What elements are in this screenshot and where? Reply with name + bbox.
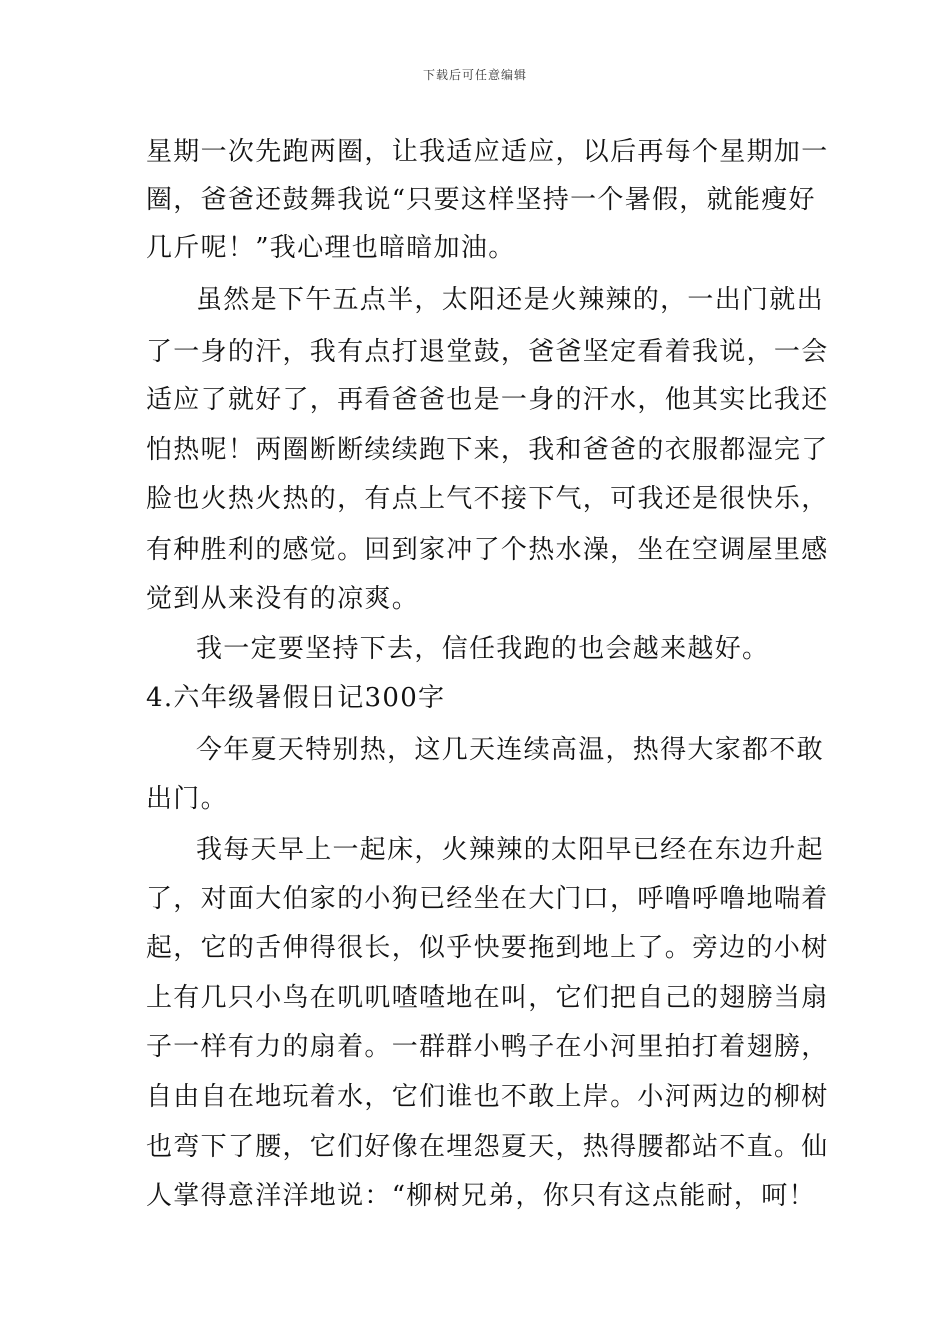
text-line: 出门。 [146, 784, 228, 814]
text-line: 脸也火热火热的，有点上气不接下气，可我还是很快乐， [146, 484, 829, 514]
text-line: 子一样有力的扇着。一群群小鸭子在小河里拍打着翅膀， [146, 1032, 829, 1062]
text-line: 人掌得意洋洋地说：“柳树兄弟，你只有这点能耐，呵！ [146, 1181, 816, 1211]
text-line: 自由自在地玩着水，它们谁也不敢上岸。小河两边的柳树 [146, 1082, 829, 1112]
text-line: 也弯下了腰，它们好像在埋怨夏天，热得腰都站不直。仙 [146, 1132, 829, 1162]
text-line: 星期一次先跑两圈，让我适应适应，以后再每个星期加一 [146, 137, 829, 167]
paragraph-first-line: 我一定要坚持下去，信任我跑的也会越来越好。 [196, 634, 770, 664]
text-line: 起，它的舌伸得很长，似乎快要拖到地上了。旁边的小树 [146, 933, 829, 963]
text-line: 了，对面大伯家的小狗已经坐在大门口，呼噜呼噜地喘着 [146, 884, 829, 914]
paragraph-first-line: 今年夏天特别热，这几天连续高温，热得大家都不敢 [196, 735, 824, 765]
paragraph-first-line: 我每天早上一起床，火辣辣的太阳早已经在东边升起 [196, 835, 824, 865]
text-line: 几斤呢！”我心理也暗暗加油。 [146, 233, 516, 263]
text-line: 觉到从来没有的凉爽。 [146, 584, 420, 614]
text-line: 上有几只小鸟在叽叽喳喳地在叫，它们把自己的翅膀当扇 [146, 983, 829, 1013]
text-line: 圈，爸爸还鼓舞我说“只要这样坚持一个暑假，就能瘦好 [146, 185, 816, 215]
text-line: 怕热呢！两圈断断续续跑下来，我和爸爸的衣服都湿完了 [146, 435, 829, 465]
text-line: 有种胜利的感觉。回到家冲了个热水澡，坐在空调屋里感 [146, 535, 829, 565]
paragraph-first-line: 虽然是下午五点半，太阳还是火辣辣的，一出门就出 [196, 285, 824, 315]
text-line: 适应了就好了，再看爸爸也是一身的汗水，他其实比我还 [146, 385, 829, 415]
page-header: 下载后可任意编辑 [422, 68, 527, 82]
text-line: 了一身的汗，我有点打退堂鼓，爸爸坚定看着我说，一会 [146, 337, 829, 367]
section-heading: 4.六年级暑假日记300字 [146, 683, 446, 713]
